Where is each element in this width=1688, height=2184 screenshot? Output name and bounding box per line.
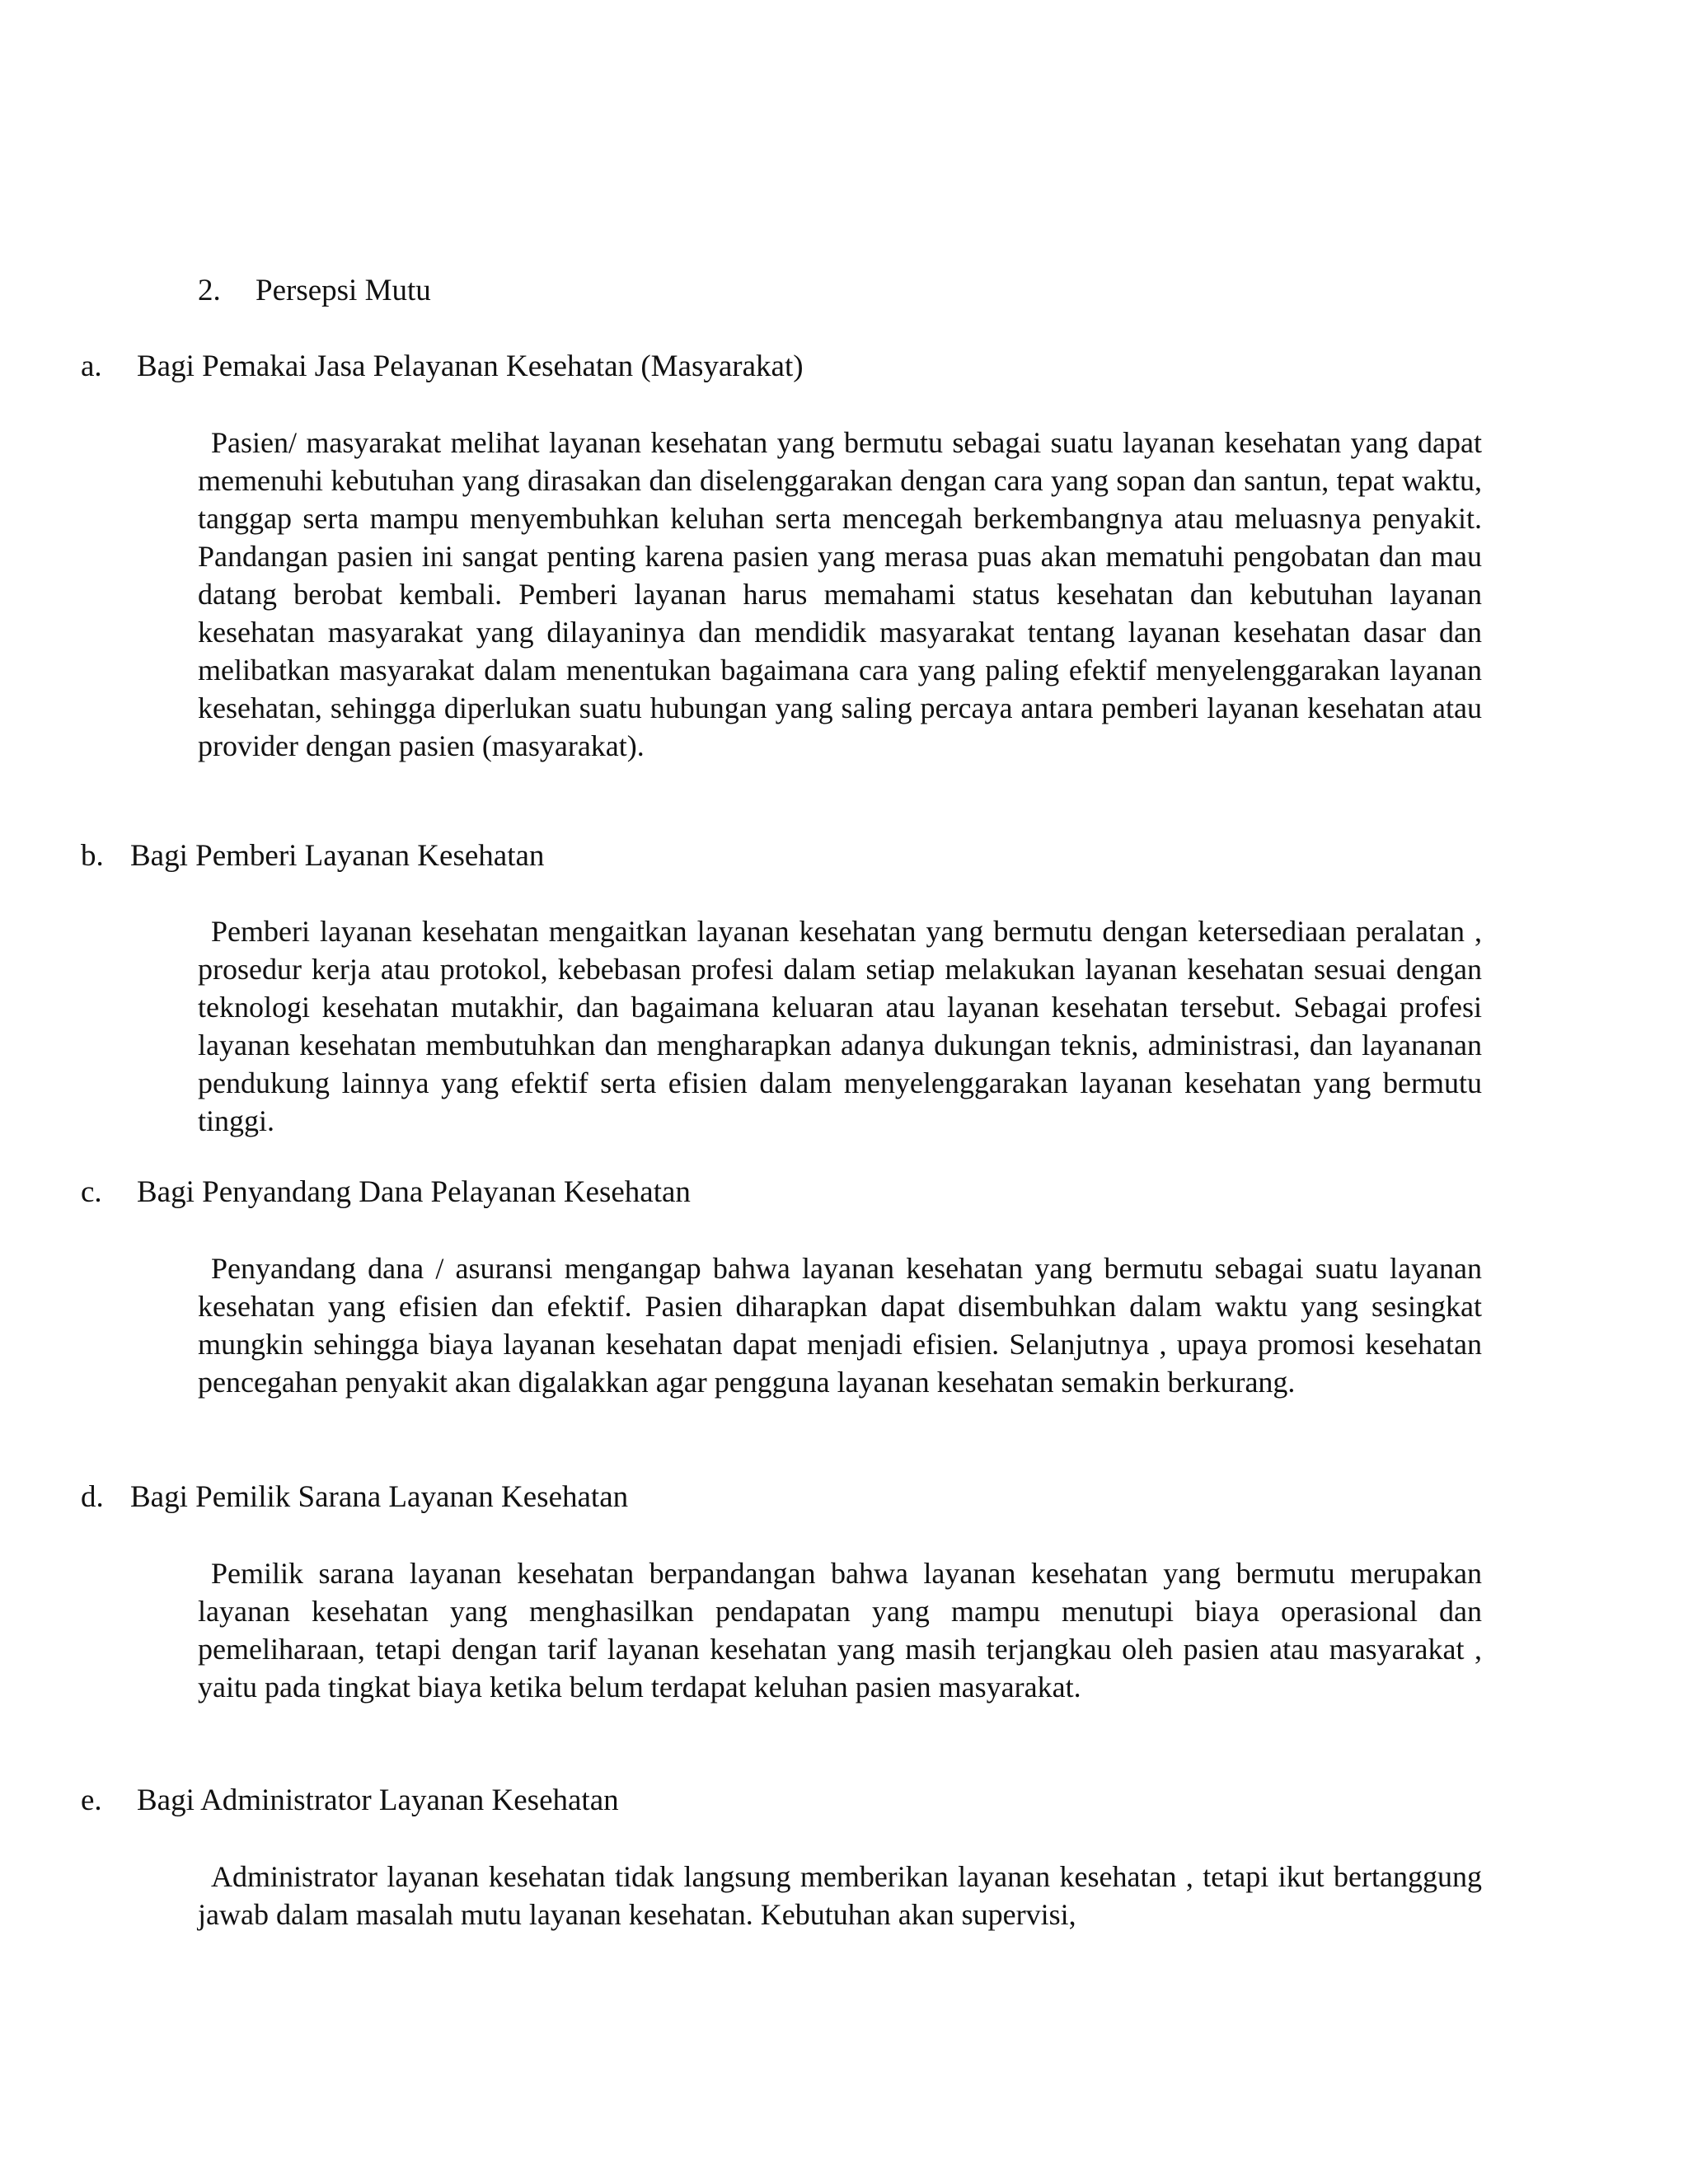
section-letter: b. [81, 839, 104, 873]
main-heading [198, 272, 431, 310]
section-heading-b [81, 837, 544, 875]
section-heading-a [81, 348, 804, 386]
section-paragraph-b: Pemberi layanan kesehatan mengaitkan layanan kesehatan yang bermutu dengan ketersediaan peralatan , prosedur kerja atau protokol, kebebasan profesi dalam setiap melakukan layanan kesehatan sesuai dengan teknologi kesehatan mutakhir, dan bagaimana keluaran atau layanan kesehatan tersebut. Sebagai profesi layanan kesehatan membutuhkan dan mengharapkan adanya dukungan teknis, administrasi, dan layananan pendukung lainnya yang efektif serta efisien dalam menyelenggarakan layanan kesehatan yang bermutu tinggi. [198, 915, 1482, 1137]
section-title: Bagi Pemakai Jasa Pelayanan Kesehatan (Masyarakat) [137, 349, 804, 383]
section-paragraph-c: Penyandang dana / asuransi mengangap bahwa layanan kesehatan yang bermutu sebagai suatu layanan kesehatan yang efisien dan efektif. Pasien diharapkan dapat disembuhkan dalam waktu yang sesingkat mungkin sehingga biaya layanan kesehatan dapat menjadi efisien. Selanjutnya , upaya promosi kesehatan pencegahan penyakit akan digalakkan agar pengguna layanan kesehatan semakin berkurang. [198, 1252, 1482, 1399]
section-title: Bagi Pemberi Layanan Kesehatan [130, 839, 545, 873]
section-paragraph-a: Pasien/ masyarakat melihat layanan kesehatan yang bermutu sebagai suatu layanan kesehatan yang dapat memenuhi kebutuhan yang dirasakan dan diselenggarakan dengan cara yang sopan dan santun, tepat waktu, tanggap serta mampu menyembuhkan keluhan serta mencegah berkembangnya atau meluasnya penyakit. Pandangan pasien ini sangat penting karena pasien yang merasa puas akan mematuhi pengobatan dan mau datang berobat kembali. Pemberi layanan harus memahami status kesehatan dan kebutuhan layanan kesehatan masyarakat yang dilayaninya dan mendidik masyarakat tentang layanan kesehatan dasar dan melibatkan masyarakat dalam menentukan bagaimana cara yang paling efektif menyelenggarakan layanan kesehatan, sehingga diperlukan suatu hubungan yang saling percaya antara pemberi layanan kesehatan atau provider dengan pasien (masyarakat). [198, 426, 1482, 762]
section-heading-e [81, 1782, 619, 1820]
main-heading-number: 2. [198, 274, 221, 307]
section-letter: e. [81, 1783, 102, 1817]
section-paragraph-e: Administrator layanan kesehatan tidak langsung memberikan layanan kesehatan , tetapi ikut bertanggung jawab dalam masalah mutu layanan kesehatan. Kebutuhan akan supervisi, [198, 1860, 1482, 1931]
section-paragraph-d: Pemilik sarana layanan kesehatan berpandangan bahwa layanan kesehatan yang bermutu merupakan layanan kesehatan yang menghasilkan pendapatan yang mampu menutupi biaya operasional dan pemeliharaan, tetapi dengan tarif layanan kesehatan yang masih terjangkau oleh pasien atau masyarakat , yaitu pada tingkat biaya ketika belum terdapat keluhan pasien masyarakat. [198, 1557, 1482, 1704]
main-heading-title: Persepsi Mutu [256, 274, 431, 307]
section-title: Bagi Penyandang Dana Pelayanan Kesehatan [137, 1175, 691, 1209]
section-heading-c [81, 1174, 691, 1212]
section-letter: c. [81, 1175, 102, 1209]
section-letter: a. [81, 349, 102, 383]
section-title: Bagi Administrator Layanan Kesehatan [137, 1783, 619, 1817]
section-heading-d [81, 1479, 628, 1516]
section-title: Bagi Pemilik Sarana Layanan Kesehatan [130, 1480, 629, 1514]
section-letter: d. [81, 1480, 104, 1514]
